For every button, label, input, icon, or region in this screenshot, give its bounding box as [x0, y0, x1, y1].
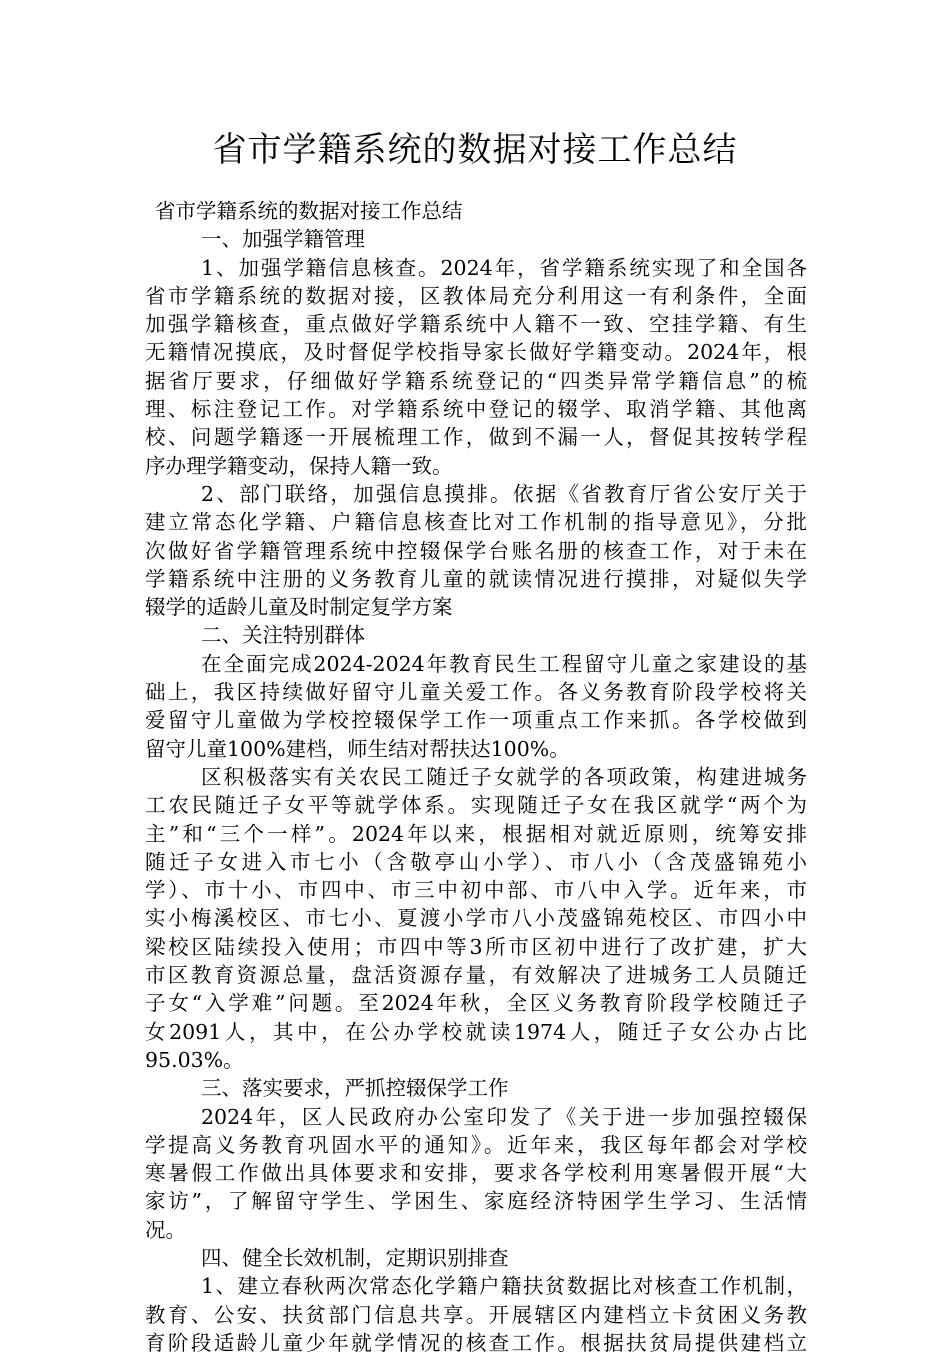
paragraph-line: 据省厅要求，仔细做好学籍系统登记的“四类异常学籍信息”的梳: [145, 368, 807, 393]
paragraph-line: 辍学的适龄儿童及时制定复学方案: [145, 595, 453, 620]
paragraph-line: 1、建立春秋两次常态化学籍户籍扶贫数据比对核查工作机制，: [201, 1274, 807, 1299]
paragraph-line: 2、部门联络，加强信息摸排。依据《省教育厅省公安厅关于: [201, 481, 807, 506]
section-heading: 三、落实要求，严抓控辍保学工作: [201, 1076, 509, 1101]
paragraph-line: 育阶段适龄儿童少年就学情况的核查工作。根据扶贫局提供建档立: [145, 1330, 807, 1355]
paragraph-line: 主”和“三个一样”。2024年以来，根据相对就近原则，统筹安排: [145, 821, 807, 846]
paragraph-line: 女2091人，其中，在公办学校就读1974人，随迁子女公办占比: [145, 1019, 807, 1044]
paragraph-line: 学）、市十小、市四中、市三中初中部、市八中入学。近年来，市: [145, 878, 807, 903]
paragraph-line: 2024年，区人民政府办公室印发了《关于进一步加强控辍保: [201, 1104, 807, 1129]
paragraph-line: 家访”，了解留守学生、学困生、家庭经济特困学生学习、生活情: [145, 1189, 807, 1214]
paragraph-line: 市区教育资源总量，盘活资源存量，有效解决了进城务工人员随迁: [145, 963, 807, 988]
section-heading: 四、健全长效机制，定期识别排查: [201, 1245, 509, 1270]
paragraph-line: 理、标注登记工作。对学籍系统中登记的辍学、取消学籍、其他离: [145, 397, 807, 422]
paragraph-line: 学提高义务教育巩固水平的通知》。近年来，我区每年都会对学校: [145, 1132, 807, 1157]
paragraph-line: 子女“入学难”问题。至2024年秋，全区义务教育阶段学校随迁子: [145, 991, 807, 1016]
paragraph-line: 梁校区陆续投入使用；市四中等3所市区初中进行了改扩建，扩大: [145, 934, 807, 959]
paragraph-line: 校、问题学籍逐一开展梳理工作，做到不漏一人，督促其按转学程: [145, 425, 807, 450]
paragraph-line: 随迁子女进入市七小（含敬亭山小学）、市八小（含茂盛锦苑小: [145, 849, 807, 874]
section-heading: 二、关注特别群体: [201, 623, 365, 648]
paragraph-line: 教育、公安、扶贫部门信息共享。开展辖区内建档立卡贫困义务教: [145, 1302, 807, 1327]
paragraph-line: 寒暑假工作做出具体要求和安排，要求各学校利用寒暑假开展“大: [145, 1161, 807, 1186]
paragraph-line: 工农民随迁子女平等就学体系。实现随迁子女在我区就学“两个为: [145, 793, 807, 818]
document-body: [145, 197, 807, 1357]
paragraph-line: 区积极落实有关农民工随迁子女就学的各项政策，构建进城务: [201, 764, 807, 789]
paragraph-line: 序办理学籍变动，保持人籍一致。: [145, 453, 453, 478]
paragraph-line: 况。: [145, 1217, 186, 1242]
section-heading: 一、加强学籍管理: [201, 227, 365, 252]
paragraph-line: 学籍系统中注册的义务教育儿童的就读情况进行摸排，对疑似失学: [145, 566, 807, 591]
paragraph-line: 在全面完成2024-2024年教育民生工程留守儿童之家建设的基: [201, 651, 807, 676]
paragraph-line: 实小梅溪校区、市七小、夏渡小学市八小茂盛锦苑校区、市四小中: [145, 906, 807, 931]
paragraph-line: 无籍情况摸底，及时督促学校指导家长做好学籍变动。2024年，根: [145, 340, 807, 365]
paragraph-line: 爱留守儿童做为学校控辍保学工作一项重点工作来抓。各学校做到: [145, 708, 807, 733]
paragraph-line: 1、加强学籍信息核查。2024年，省学籍系统实现了和全国各: [201, 255, 807, 280]
paragraph-line: 加强学籍核查，重点做好学籍系统中人籍不一致、空挂学籍、有生: [145, 312, 807, 337]
paragraph-line: 建立常态化学籍、户籍信息核查比对工作机制的指导意见》，分批: [145, 510, 807, 535]
paragraph-line: 次做好省学籍管理系统中控辍保学台账名册的核查工作，对于未在: [145, 538, 807, 563]
document-subtitle: 省市学籍系统的数据对接工作总结: [155, 199, 463, 223]
paragraph-line: 留守儿童100%建档，师生结对帮扶达100%。: [145, 736, 570, 761]
paragraph-line: 础上，我区持续做好留守儿童关爱工作。各义务教育阶段学校将关: [145, 680, 807, 705]
paragraph-line: 省市学籍系统的数据对接，区教体局充分利用这一有利条件，全面: [145, 283, 807, 308]
paragraph-line: 95.03%。: [145, 1047, 244, 1072]
document-title: 省市学籍系统的数据对接工作总结: [212, 130, 738, 170]
